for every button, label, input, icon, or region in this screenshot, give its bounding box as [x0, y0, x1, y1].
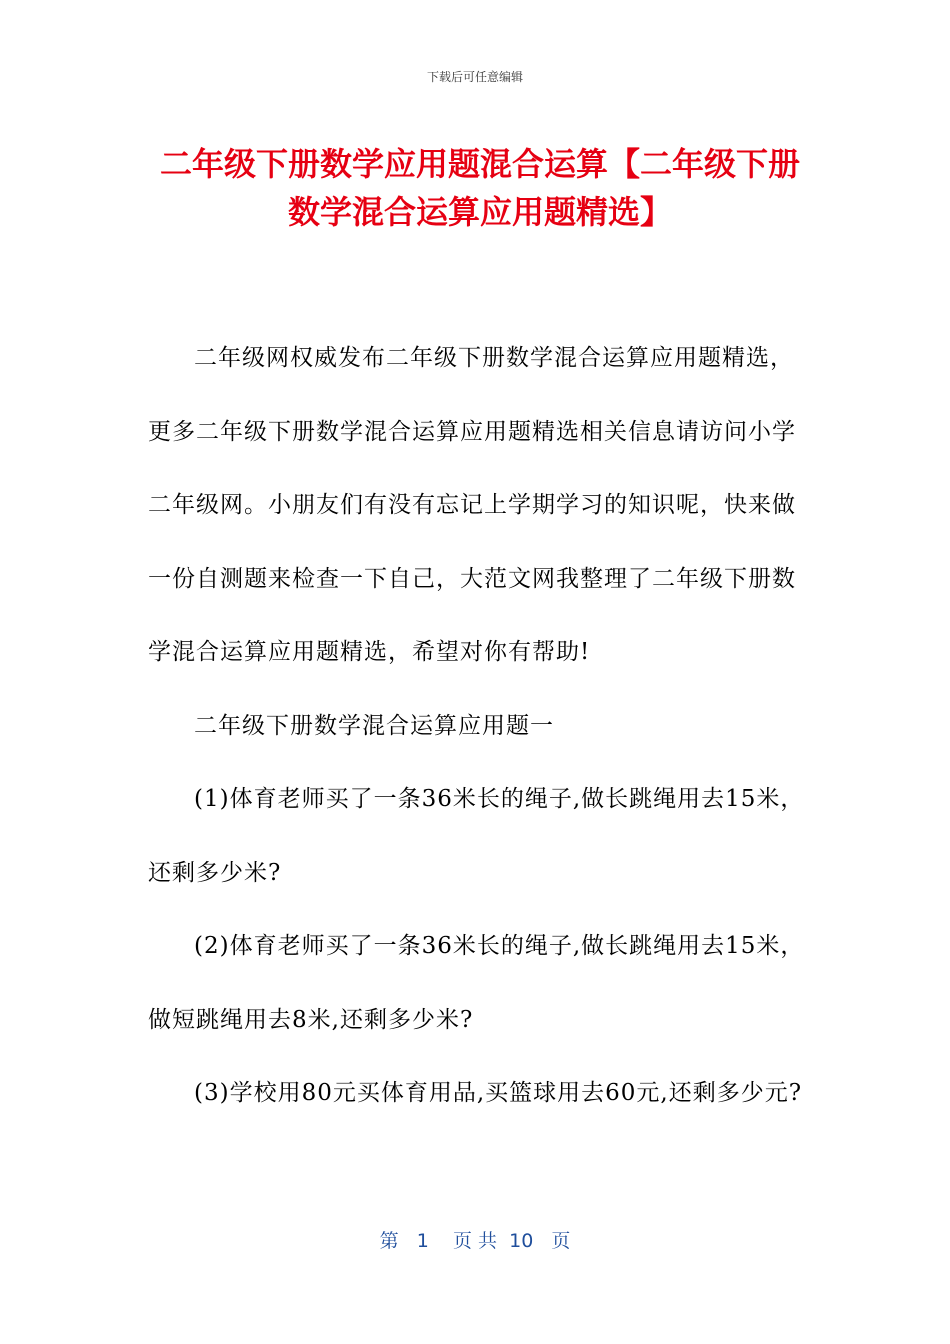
footer-page-suffix: 页 — [551, 1230, 571, 1252]
section-heading: 二年级下册数学混合运算应用题一 — [194, 712, 554, 739]
page-footer — [0, 1226, 950, 1253]
document-title: 二年级下册数学应用题混合运算【二年级下册数学混合运算应用题精选】 — [159, 145, 800, 231]
footer-page-prefix: 第 — [379, 1230, 399, 1252]
footer-page-mid: 页 共 — [452, 1230, 498, 1252]
question-2: (2)体育老师买了一条36米长的绳子,做长跳绳用去15米，做短跳绳用去8米,还剩多少米? — [148, 933, 805, 1033]
footer-total-pages: 10 — [509, 1230, 534, 1252]
question-3: (3)学校用80元买体育用品,买篮球用去60元,还剩多少元? — [194, 1080, 803, 1106]
intro-paragraph: 二年级网权威发布二年级下册数学混合运算应用题精选，更多二年级下册数学混合运算应用题精选相关信息请访问小学二年级网。小朋友们有没有忘记上学期学习的知识呢，快来做一份自测题来检查一下自己，大范文网我整理了二年级下册数学混合运算应用题精选，希望对你有帮助! — [148, 345, 796, 665]
footer-current-page: 1 — [416, 1230, 429, 1252]
header-note: 下载后可任意编辑 — [426, 70, 523, 84]
document-body — [148, 322, 808, 1131]
question-1: (1)体育老师买了一条36米长的绳子,做长跳绳用去15米，还剩多少米? — [148, 786, 805, 886]
